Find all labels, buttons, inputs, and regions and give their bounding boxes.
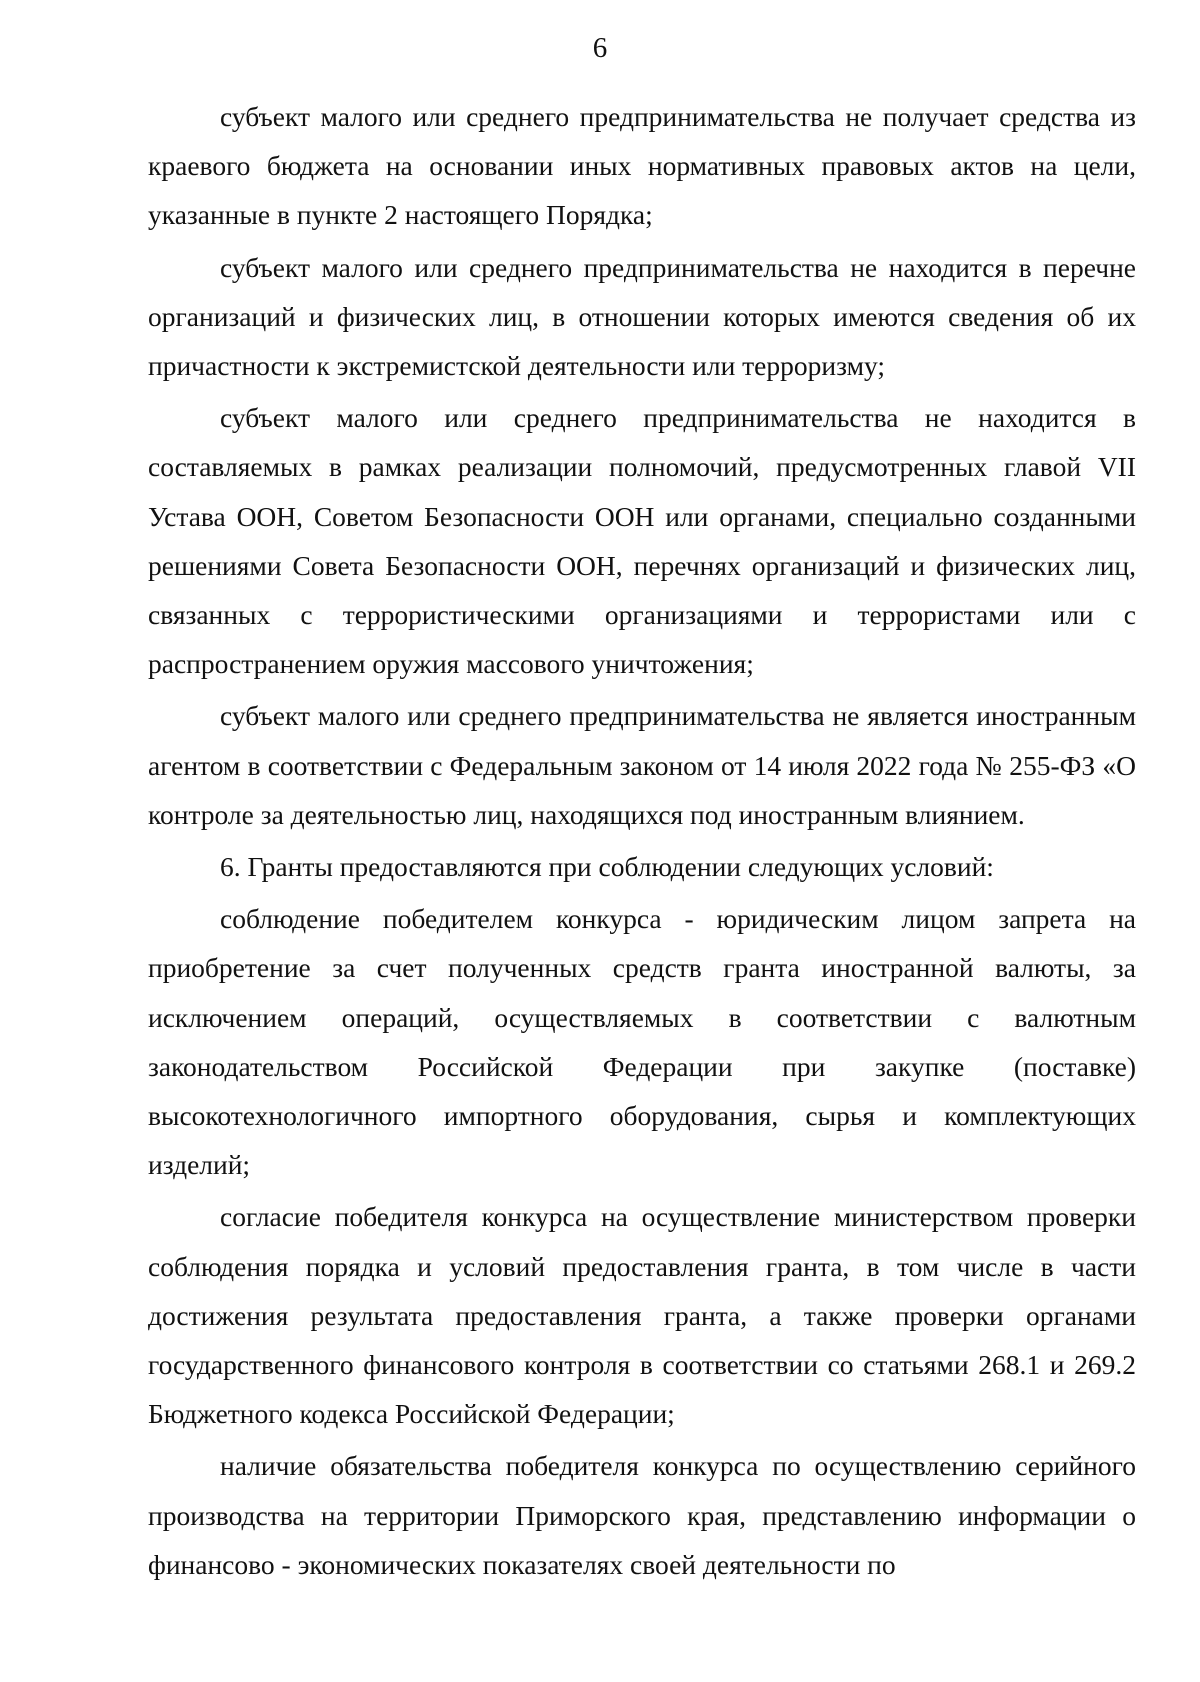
document-body xyxy=(148,92,1136,1592)
paragraph-not-foreign-agent: субъект малого или среднего предпринимательства не является иностранным агентом в соответствии с Федеральным законом от 14 июля 2022 года № 255-ФЗ «О контроле за деятельностью лиц, находящихся под иностранным влиянием. xyxy=(148,700,1136,830)
paragraph-no-other-budget-funds: субъект малого или среднего предпринимательства не получает средства из краевого бюджета на основании иных нормативных правовых актов на цели, указанные в пункте 2 настоящего Порядка; xyxy=(148,101,1136,231)
paragraph-consent-to-inspection: согласие победителя конкурса на осуществление министерством проверки соблюдения порядка и условий предоставления гранта, в том числе в части достижения результата предоставления гранта, а также проверки органами государственного финансового контроля в соответствии со статьями 268.1 и 269.2 Бюджетного кодекса Российской Федерации; xyxy=(148,1201,1136,1430)
paragraph-not-in-extremism-list: субъект малого или среднего предпринимательства не находится в перечне организаций и физических лиц, в отношении которых имеются сведения об их причастности к экстремистской деятельности или терроризму; xyxy=(148,251,1136,382)
paragraph-grant-conditions-heading: 6. Гранты предоставляются при соблюдении следующих условий: xyxy=(220,851,994,883)
page-number: 6 xyxy=(592,32,608,64)
paragraph-serial-production-obligation: наличие обязательства победителя конкурса по осуществлению серийного производства на территории Приморского края, представлению информации о финансово - экономических показателях своей деятельности по xyxy=(148,1450,1136,1580)
paragraph-not-in-un-lists: субъект малого или среднего предпринимательства не находится в составляемых в рамках реализации полномочий, предусмотренных главой VII Устава ООН, Советом Безопасности ООН или органами, специально созданными решениями Совета Безопасности ООН, перечнях организаций и физических лиц, связанных с террористическими организациями и террористами или с распространением оружия массового уничтожения; xyxy=(148,402,1136,680)
paragraph-currency-restriction: соблюдение победителем конкурса - юридическим лицом запрета на приобретение за счет полученных средств гранта иностранной валюты, за исключением операций, осуществляемых в соответствии с валютным законодательством Российской Федерации при закупке (поставке) высокотехнологичного импортного оборудования, сырья и комплектующих изделий; xyxy=(148,903,1136,1181)
